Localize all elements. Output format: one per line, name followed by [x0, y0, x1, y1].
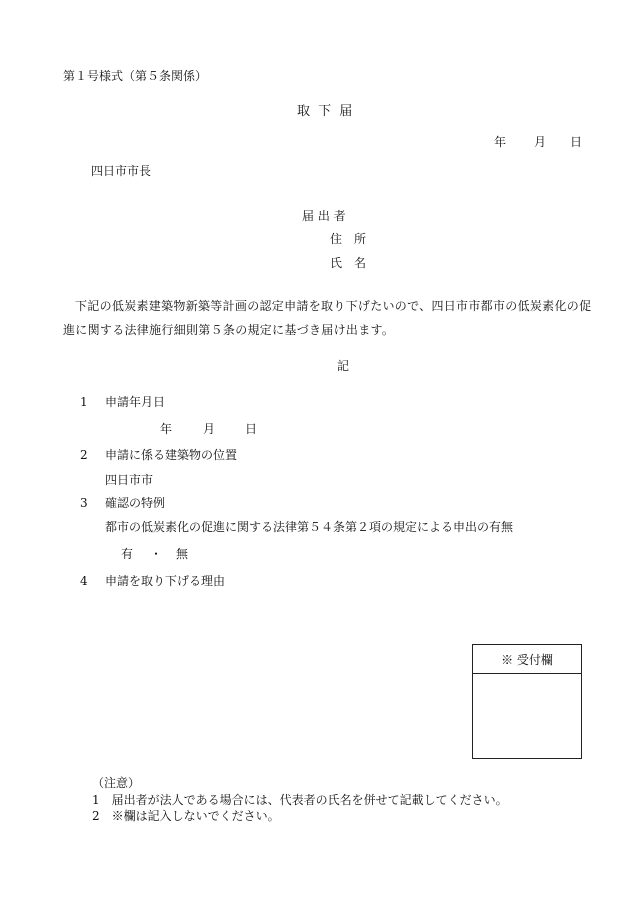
note-1: 1 届出者が法人である場合には、代表者の氏名を併せて記載してください。 — [92, 793, 508, 807]
item2-number: 2 — [80, 448, 88, 462]
item3-yes: 有 — [121, 547, 134, 561]
item1-day: 日 — [245, 422, 258, 436]
name-label: 氏 名 — [330, 256, 367, 270]
item1-label: 申請年月日 — [105, 395, 166, 409]
form-number: 第１号様式（第５条関係） — [63, 69, 208, 83]
receipt-label: ※ 受付欄 — [501, 652, 553, 667]
item3-dot: ・ — [150, 547, 163, 561]
receipt-header — [473, 645, 581, 674]
item1-number: 1 — [80, 395, 88, 409]
item4-label: 申請を取り下げる理由 — [105, 574, 226, 588]
item1-year: 年 — [160, 422, 173, 436]
document-title: 取 下 届 — [297, 104, 355, 119]
applicant-label: 届 出 者 — [302, 209, 346, 223]
item3-no: 無 — [176, 547, 189, 561]
address-label: 住 所 — [330, 232, 367, 246]
item3-label: 確認の特例 — [105, 496, 166, 510]
item3-detail: 都市の低炭素化の促進に関する法律第５４条第２項の規定による申出の有無 — [105, 520, 514, 534]
item2-label: 申請に係る建築物の位置 — [105, 448, 238, 462]
item4-number: 4 — [80, 574, 88, 588]
body-paragraph: 下記の低炭素建築物新築等計画の認定申請を取り下げたいので、四日市市都市の低炭素化の促進に関する法律施行細則第５条の規定に基づき届け出ます。 — [63, 299, 592, 337]
item3-number: 3 — [80, 496, 88, 510]
date-month: 月 — [534, 135, 547, 149]
item1-month: 月 — [203, 422, 216, 436]
addressee: 四日市市長 — [91, 164, 152, 178]
date-year: 年 — [494, 135, 507, 149]
note-2: 2 ※欄は記入しないでください。 — [92, 809, 280, 823]
receipt-box — [472, 644, 582, 759]
date-day: 日 — [570, 135, 583, 149]
item2-value: 四日市市 — [105, 473, 154, 487]
ki-heading: 記 — [337, 359, 350, 373]
notes-heading: （注意） — [92, 776, 141, 790]
